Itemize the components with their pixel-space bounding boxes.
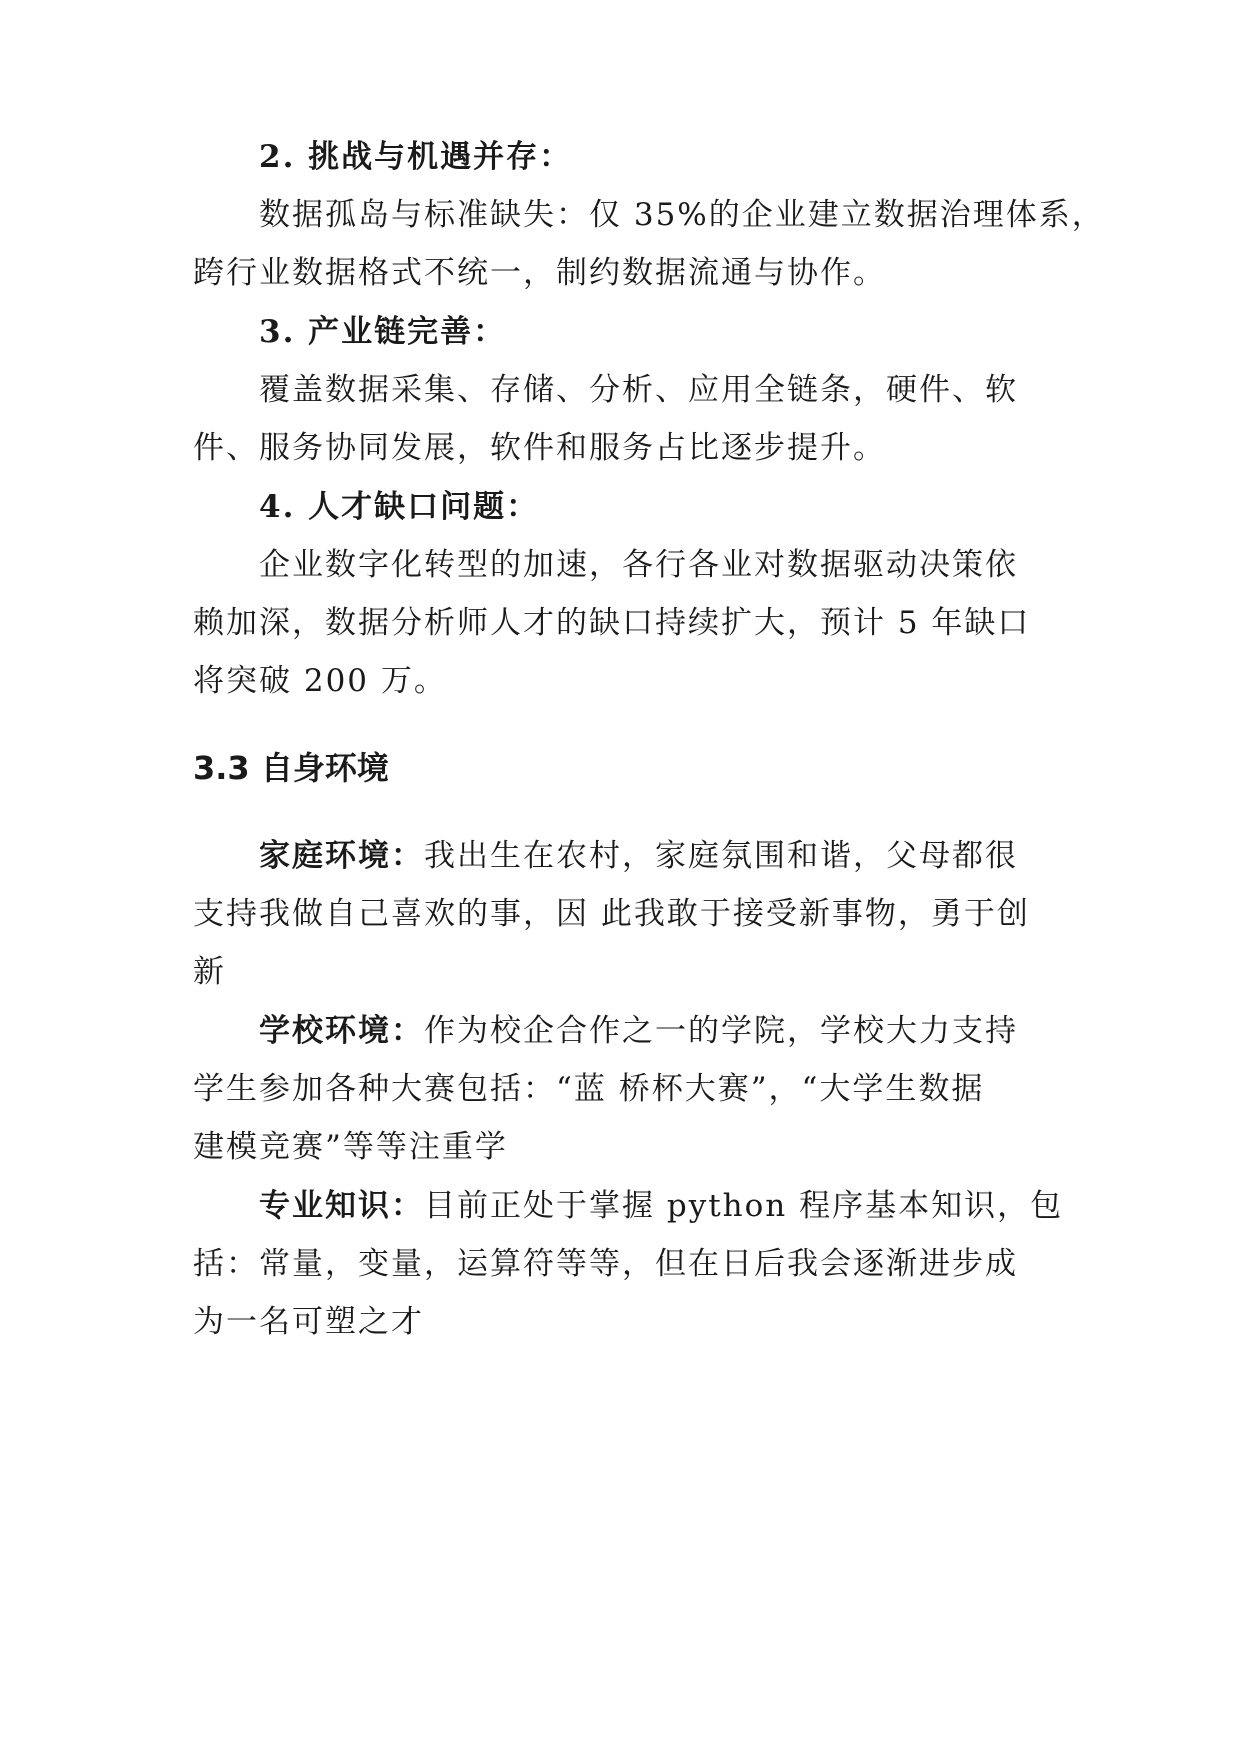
item2-title: 2. 挑战与机遇并存： bbox=[259, 139, 573, 175]
item4-line2: 赖加深，数据分析师人才的缺口持续扩大，预计 5 年缺口 bbox=[193, 605, 1031, 641]
school-text: 作为校企合作之一的学院，学校大力支持 bbox=[424, 1013, 1018, 1049]
family-line1 bbox=[259, 836, 1018, 876]
major-text: 目前正处于掌握 python 程序基本知识，包 bbox=[424, 1188, 1064, 1224]
school-line1 bbox=[259, 1011, 1018, 1051]
major-label: 专业知识： bbox=[259, 1188, 424, 1224]
item3-title: 3. 产业链完善： bbox=[259, 314, 507, 350]
family-label: 家庭环境： bbox=[259, 838, 424, 874]
family-text: 我出生在农村，家庭氛围和谐，父母都很 bbox=[424, 838, 1018, 874]
school-line2: 学生参加各种大赛包括：“蓝 桥杯大赛”，“大学生数据 bbox=[193, 1071, 985, 1107]
school-line3: 建模竞赛”等等注重学 bbox=[193, 1129, 508, 1165]
family-line2: 支持我做自己喜欢的事，因 此我敢于接受新事物，勇于创 bbox=[193, 896, 1030, 932]
item2-line2: 跨行业数据格式不统一，制约数据流通与协作。 bbox=[193, 255, 886, 291]
major-line2: 括：常量，变量，运算符等等，但在日后我会逐渐进步成 bbox=[193, 1246, 1018, 1282]
item2-line1: 数据孤岛与标准缺失：仅 35%的企业建立数据治理体系， bbox=[259, 197, 1105, 233]
item4-line1: 企业数字化转型的加速，各行各业对数据驱动决策依 bbox=[259, 547, 1018, 583]
major-line1 bbox=[259, 1186, 1063, 1226]
section-heading: 3.3 自身环境 bbox=[193, 749, 389, 787]
major-line3: 为一名可塑之才 bbox=[193, 1304, 424, 1340]
school-label: 学校环境： bbox=[259, 1013, 424, 1049]
item4-line3: 将突破 200 万。 bbox=[193, 663, 447, 699]
item3-line2: 件、服务协同发展，软件和服务占比逐步提升。 bbox=[193, 430, 886, 466]
family-line3: 新 bbox=[193, 954, 226, 990]
item3-line1: 覆盖数据采集、存储、分析、应用全链条，硬件、软 bbox=[259, 372, 1018, 408]
item4-title: 4. 人才缺口问题： bbox=[259, 489, 540, 525]
